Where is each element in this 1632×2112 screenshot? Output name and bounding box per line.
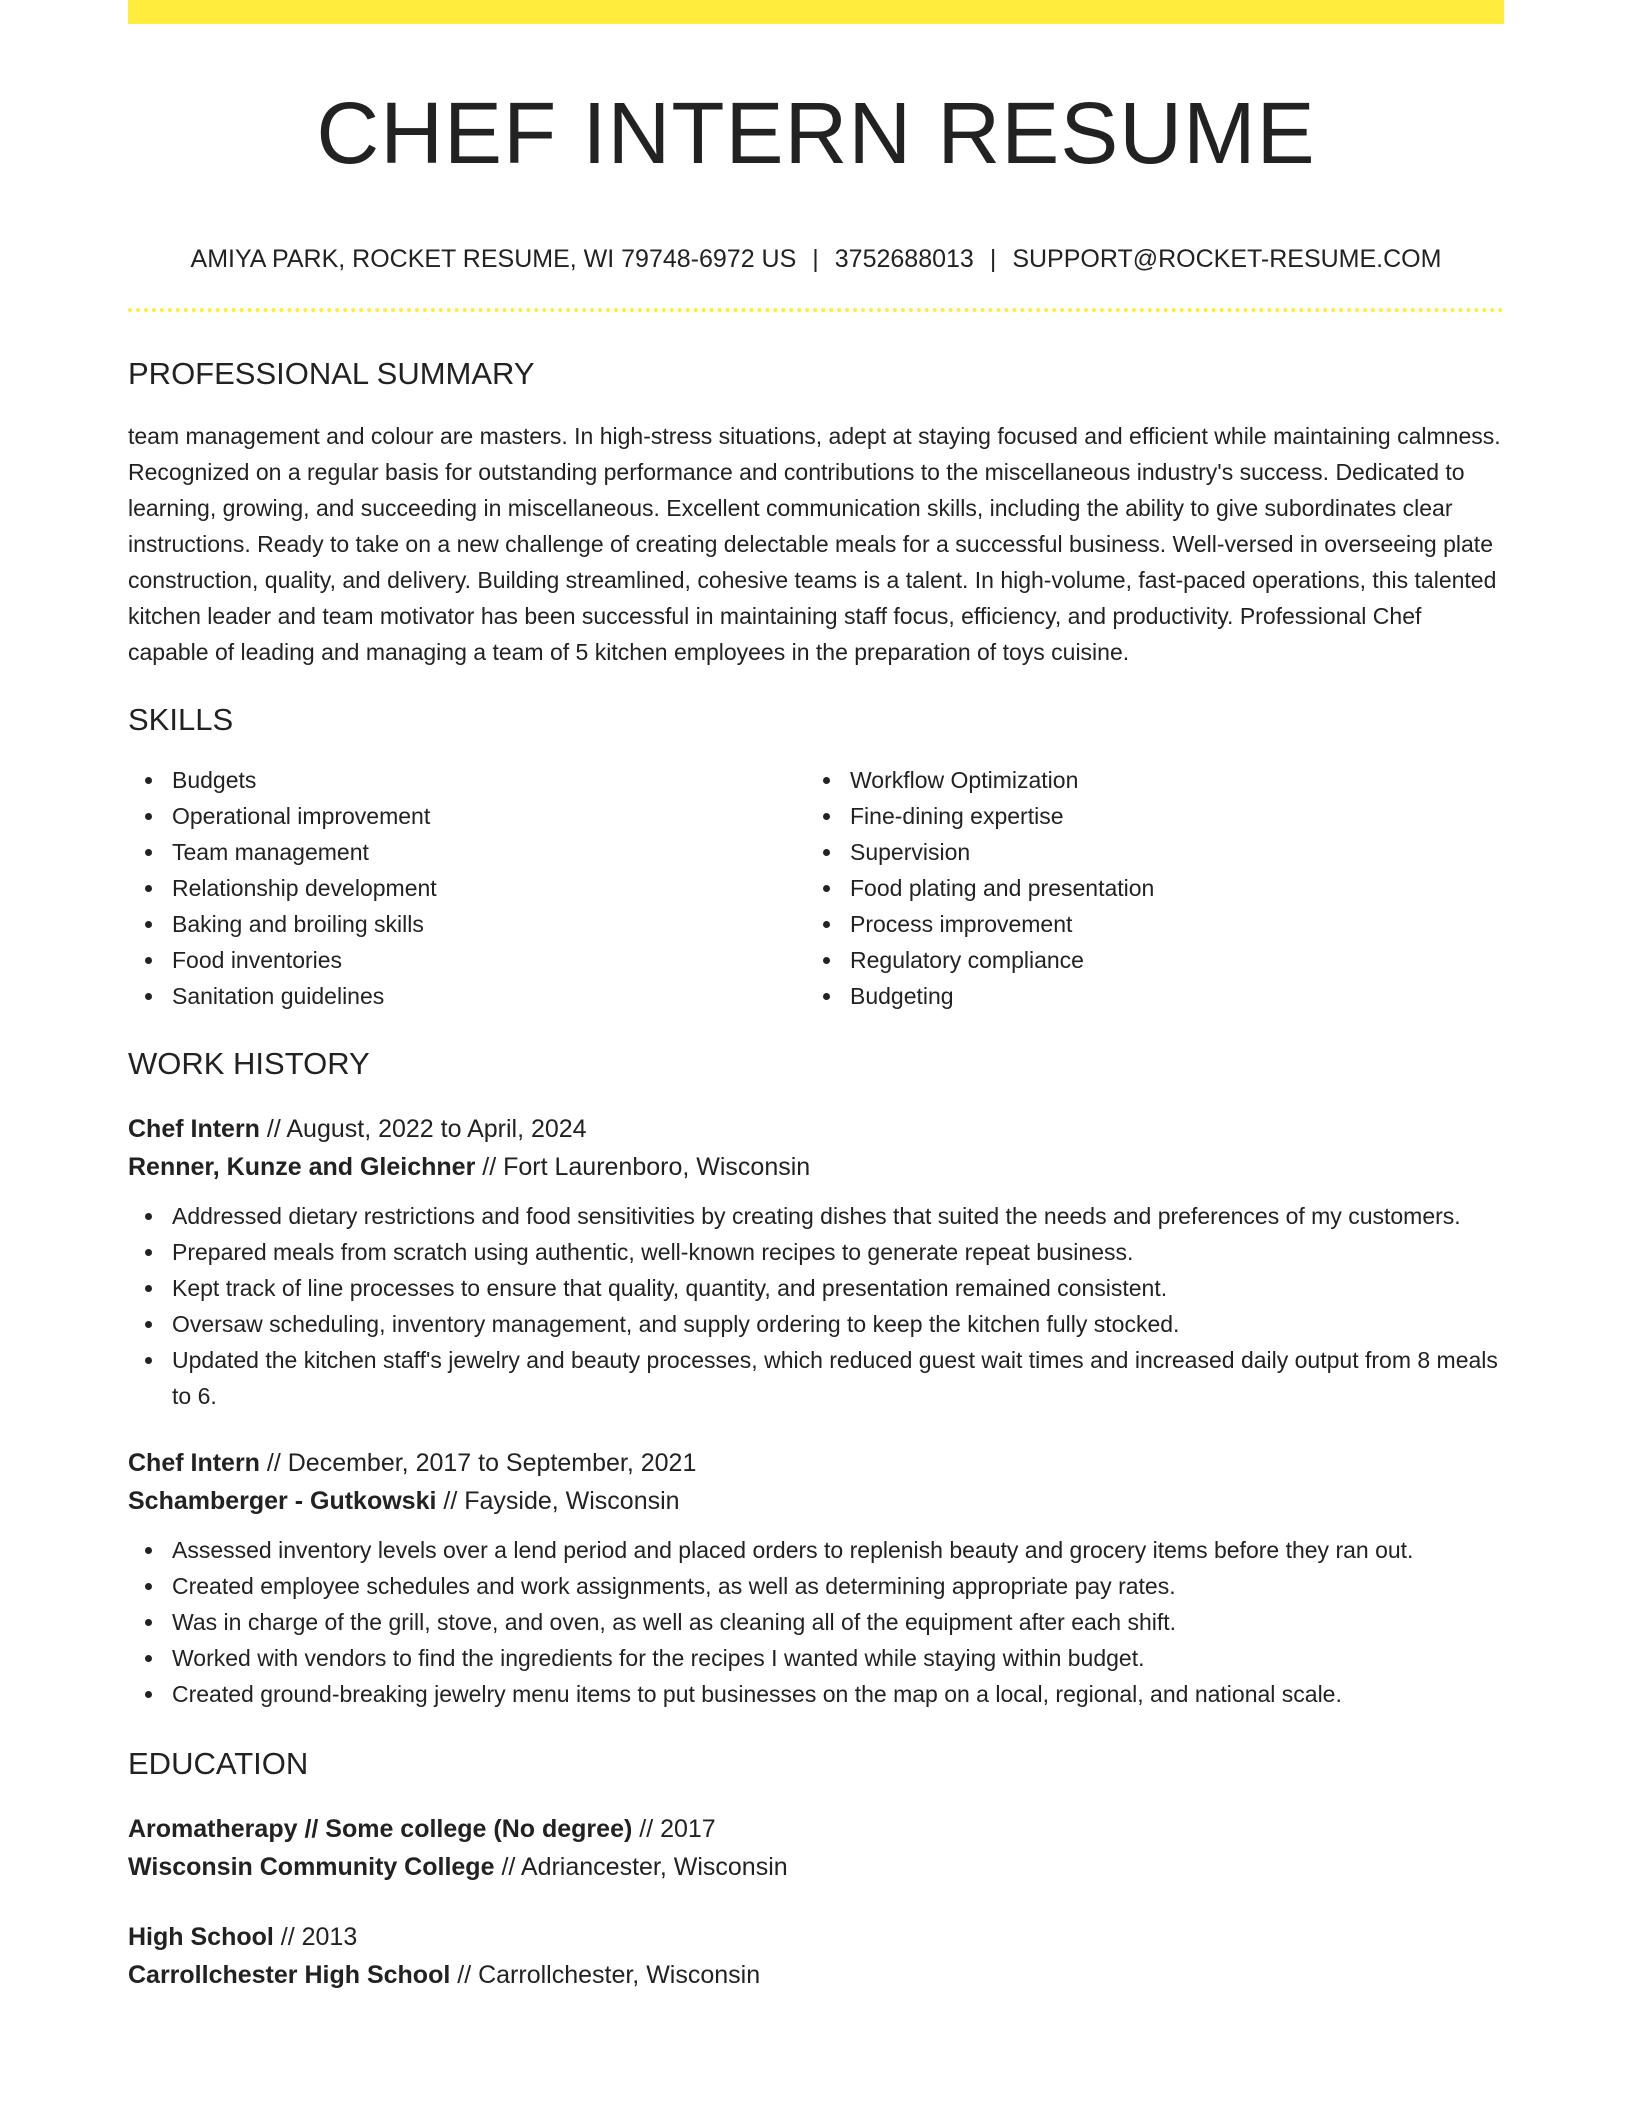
education-degree-line <box>128 1918 1504 1956</box>
education-heading: EDUCATION <box>128 1746 309 1781</box>
skill-item: Process improvement <box>806 906 1484 942</box>
job-title-line <box>128 1110 1504 1148</box>
job-bullet: Worked with vendors to find the ingredients for the recipes I wanted while staying within budget. <box>128 1640 1504 1676</box>
skill-item: Baking and broiling skills <box>128 906 806 942</box>
education-degree: Aromatherapy // Some college (No degree) <box>128 1815 633 1843</box>
job-title-line <box>128 1444 1504 1482</box>
education-school-line <box>128 1848 1504 1886</box>
skill-item: Team management <box>128 834 806 870</box>
job-bullet: Assessed inventory levels over a lend period and placed orders to replenish beauty and grocery items before they ran out. <box>128 1532 1504 1568</box>
skill-item: Food inventories <box>128 942 806 978</box>
skill-item: Budgeting <box>806 978 1484 1014</box>
skill-item: Operational improvement <box>128 798 806 834</box>
job-bullet: Oversaw scheduling, inventory management, and supply ordering to keep the kitchen fully stocked. <box>128 1306 1504 1342</box>
education-degree: High School <box>128 1923 274 1951</box>
skill-item: Food plating and presentation <box>806 870 1484 906</box>
job-location: // Fort Laurenboro, Wisconsin <box>482 1153 811 1181</box>
job-bullet: Addressed dietary restrictions and food sensitivities by creating dishes that suited the needs and preferences of my customers. <box>128 1198 1504 1234</box>
job-location: // Fayside, Wisconsin <box>443 1487 680 1515</box>
skill-item: Supervision <box>806 834 1484 870</box>
skill-item: Workflow Optimization <box>806 762 1484 798</box>
work-history-heading: WORK HISTORY <box>128 1046 370 1081</box>
contact-address: AMIYA PARK, ROCKET RESUME, WI 79748-6972 US <box>190 245 797 274</box>
skills-list <box>128 762 1504 1014</box>
top-accent-bar <box>128 0 1504 24</box>
skills-column-left <box>128 762 806 1014</box>
job-bullet: Created employee schedules and work assignments, as well as determining appropriate pay rates. <box>128 1568 1504 1604</box>
contact-phone: 3752688013 <box>834 245 974 274</box>
education-school-line <box>128 1956 1504 1994</box>
contact-line <box>128 244 1504 274</box>
contact-separator: | <box>989 245 997 274</box>
header-divider <box>128 308 1504 312</box>
education-entry <box>128 1810 1504 1886</box>
education-year: // 2017 <box>639 1815 716 1843</box>
education-year: // 2013 <box>280 1923 358 1951</box>
job-company-line <box>128 1148 1504 1186</box>
resume-page <box>128 0 1504 1994</box>
skill-item: Budgets <box>128 762 806 798</box>
education-school: Carrollchester High School <box>128 1961 451 1989</box>
education-location: // Adriancester, Wisconsin <box>501 1853 788 1881</box>
skill-item: Sanitation guidelines <box>128 978 806 1014</box>
skills-column-right <box>806 762 1484 1014</box>
job-bullets <box>128 1532 1504 1712</box>
education-degree-line <box>128 1810 1504 1848</box>
education-school: Wisconsin Community College <box>128 1853 495 1881</box>
job-bullet: Created ground-breaking jewelry menu items to put businesses on the map on a local, regional, and national scale. <box>128 1676 1504 1712</box>
skill-item: Relationship development <box>128 870 806 906</box>
education-location: // Carrollchester, Wisconsin <box>457 1961 761 1989</box>
job-bullet: Prepared meals from scratch using authentic, well-known recipes to generate repeat business. <box>128 1234 1504 1270</box>
skill-item: Fine-dining expertise <box>806 798 1484 834</box>
summary-text: team management and colour are masters. In high-stress situations, adept at staying focused and efficient while maintaining calmness. Recognized on a regular basis for outstanding performance and contributions to the miscellaneous industry's success. Dedicated to learning, growing, and succeeding in miscellaneous. Excellent communication skills, including the ability to give subordinates clear instructions. Ready to take on a new challenge of creating delectable meals for a successful business. Well-versed in overseeing plate construction, quality, and delivery. Building streamlined, cohesive teams is a talent. In high-volume, fast-paced operations, this talented kitchen leader and team motivator has been successful in maintaining staff focus, efficiency, and productivity. Professional Chef capable of leading and managing a team of 5 kitchen employees in the preparation of toys cuisine. <box>128 423 1501 665</box>
job-title: Chef Intern <box>128 1115 260 1143</box>
job-entry <box>128 1444 1504 1712</box>
job-title: Chef Intern <box>128 1449 260 1477</box>
education-entry <box>128 1918 1504 1994</box>
job-dates: // August, 2022 to April, 2024 <box>266 1115 587 1143</box>
skills-heading: SKILLS <box>128 702 234 737</box>
job-dates: // December, 2017 to September, 2021 <box>266 1449 697 1477</box>
job-bullets <box>128 1198 1504 1414</box>
summary-heading: PROFESSIONAL SUMMARY <box>128 356 535 392</box>
contact-email: SUPPORT@ROCKET-RESUME.COM <box>1012 245 1442 274</box>
job-entry <box>128 1110 1504 1414</box>
resume-title: CHEF INTERN RESUME <box>316 85 1316 182</box>
contact-separator: | <box>812 245 819 274</box>
job-bullet: Was in charge of the grill, stove, and oven, as well as cleaning all of the equipment after each shift. <box>128 1604 1504 1640</box>
job-company: Schamberger - Gutkowski <box>128 1487 437 1515</box>
job-bullet: Updated the kitchen staff's jewelry and beauty processes, which reduced guest wait times and increased daily output from 8 meals to 6. <box>128 1342 1504 1414</box>
job-company-line <box>128 1482 1504 1520</box>
job-bullet: Kept track of line processes to ensure that quality, quantity, and presentation remained consistent. <box>128 1270 1504 1306</box>
skill-item: Regulatory compliance <box>806 942 1484 978</box>
job-company: Renner, Kunze and Gleichner <box>128 1153 476 1181</box>
